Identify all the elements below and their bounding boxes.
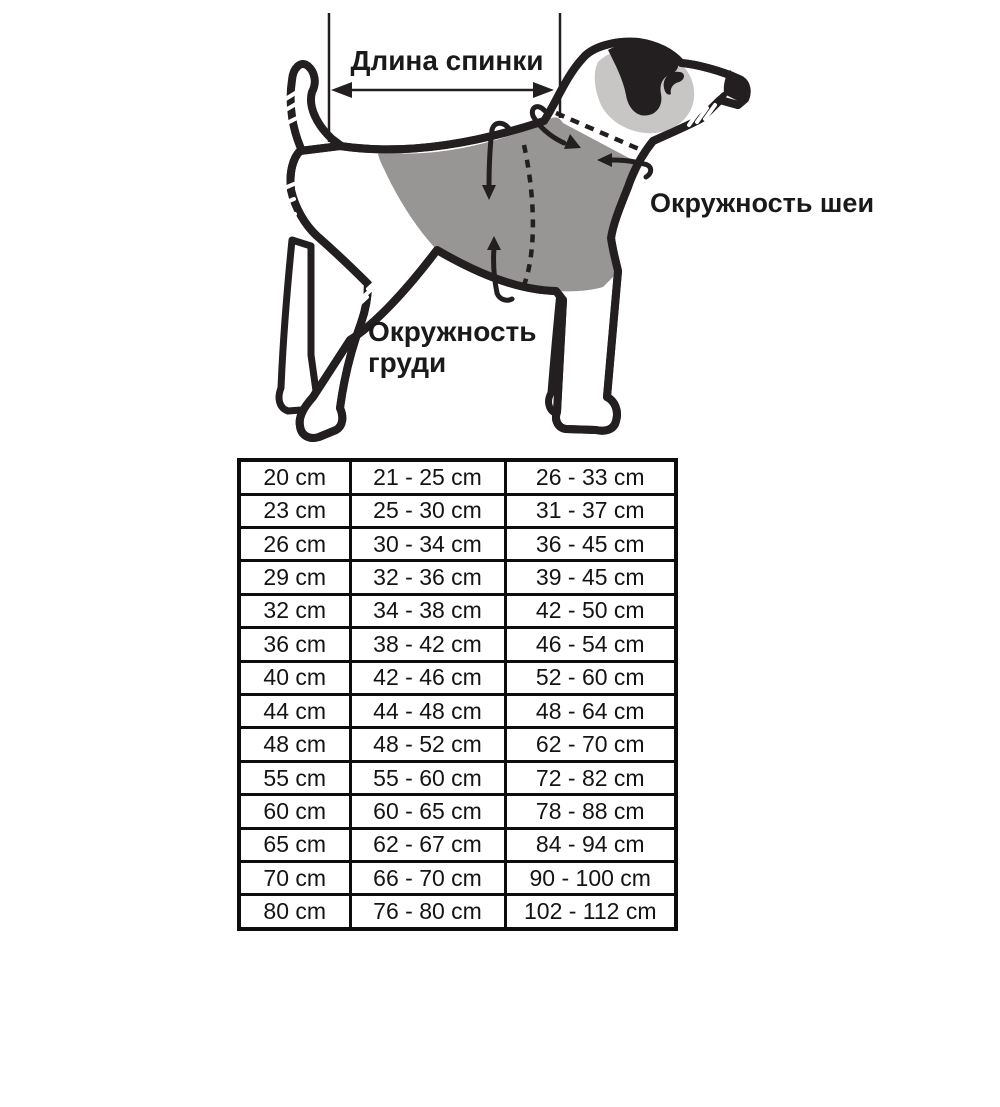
table-cell: 38 - 42 cm <box>350 628 505 661</box>
table-cell: 42 - 46 cm <box>350 661 505 694</box>
size-table <box>237 458 678 931</box>
table-cell: 44 - 48 cm <box>350 694 505 727</box>
table-cell: 20 cm <box>239 460 350 494</box>
table-cell: 60 - 65 cm <box>350 795 505 828</box>
chest-circumference-label-line2: груди <box>368 347 447 378</box>
table-cell: 25 - 30 cm <box>350 494 505 527</box>
table-cell: 29 cm <box>239 561 350 594</box>
table-cell: 30 - 34 cm <box>350 527 505 560</box>
table-row <box>239 694 676 727</box>
table-cell: 34 - 38 cm <box>350 594 505 627</box>
dog-far-hind-leg <box>279 240 320 411</box>
table-cell: 76 - 80 cm <box>350 895 505 929</box>
table-row <box>239 728 676 761</box>
table-cell: 80 cm <box>239 895 350 929</box>
table-row <box>239 862 676 895</box>
table-cell: 44 cm <box>239 694 350 727</box>
table-cell: 48 cm <box>239 728 350 761</box>
table-row <box>239 828 676 861</box>
neck-circumference-label: Окружность шеи <box>650 188 875 218</box>
table-cell: 55 cm <box>239 761 350 794</box>
table-cell: 78 - 88 cm <box>505 795 676 828</box>
table-row <box>239 527 676 560</box>
table-cell: 40 cm <box>239 661 350 694</box>
table-cell: 65 cm <box>239 828 350 861</box>
table-cell: 90 - 100 cm <box>505 862 676 895</box>
table-row <box>239 795 676 828</box>
back-length-measure <box>329 13 560 142</box>
dog-tail <box>291 64 344 153</box>
table-cell: 102 - 112 cm <box>505 895 676 929</box>
table-row <box>239 594 676 627</box>
back-length-arrowhead-right <box>533 82 554 98</box>
dog-illustration <box>0 0 1000 460</box>
table-cell: 60 cm <box>239 795 350 828</box>
table-cell: 70 cm <box>239 862 350 895</box>
table-cell: 23 cm <box>239 494 350 527</box>
table-cell: 48 - 52 cm <box>350 728 505 761</box>
table-cell: 26 cm <box>239 527 350 560</box>
table-row <box>239 628 676 661</box>
table-cell: 31 - 37 cm <box>505 494 676 527</box>
table-row <box>239 561 676 594</box>
table-row <box>239 661 676 694</box>
table-cell: 46 - 54 cm <box>505 628 676 661</box>
table-cell: 21 - 25 cm <box>350 460 505 494</box>
table-cell: 62 - 67 cm <box>350 828 505 861</box>
table-cell: 26 - 33 cm <box>505 460 676 494</box>
table-cell: 36 - 45 cm <box>505 527 676 560</box>
table-cell: 52 - 60 cm <box>505 661 676 694</box>
table-cell: 36 cm <box>239 628 350 661</box>
table-cell: 32 cm <box>239 594 350 627</box>
table-row <box>239 761 676 794</box>
table-row <box>239 494 676 527</box>
table-cell: 62 - 70 cm <box>505 728 676 761</box>
back-length-label: Длина спинки <box>350 45 544 76</box>
table-cell: 42 - 50 cm <box>505 594 676 627</box>
table-row <box>239 895 676 929</box>
table-cell: 32 - 36 cm <box>350 561 505 594</box>
table-cell: 55 - 60 cm <box>350 761 505 794</box>
chest-circumference-label-line1: Окружность <box>368 316 537 347</box>
table-cell: 39 - 45 cm <box>505 561 676 594</box>
table-cell: 66 - 70 cm <box>350 862 505 895</box>
table-cell: 72 - 82 cm <box>505 761 676 794</box>
table-cell: 48 - 64 cm <box>505 694 676 727</box>
table-cell: 84 - 94 cm <box>505 828 676 861</box>
table-row <box>239 460 676 494</box>
back-length-arrowhead-left <box>331 82 352 98</box>
